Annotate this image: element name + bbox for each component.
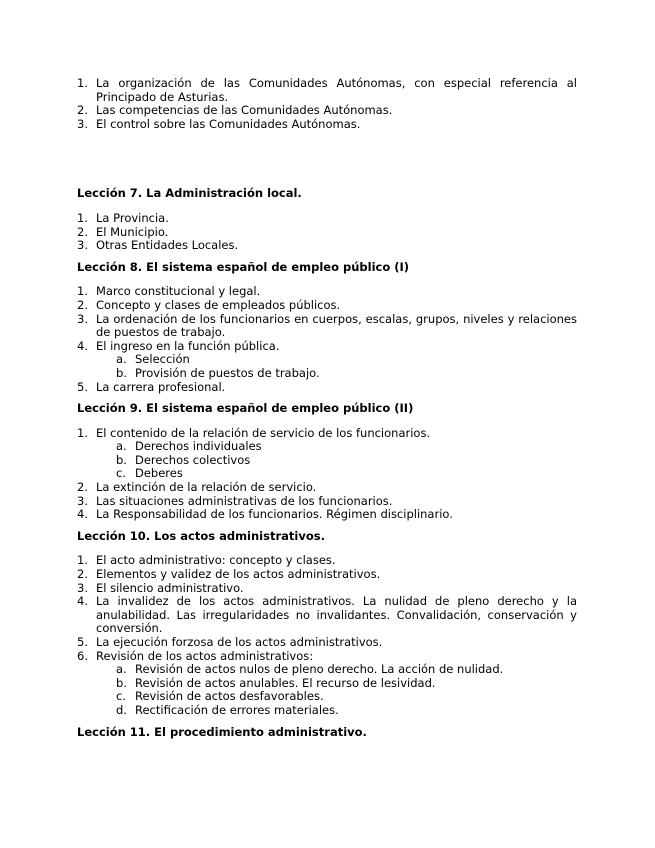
item-letter: c. [116, 689, 126, 704]
item-number: 1. [77, 76, 88, 90]
item-number: 1. [77, 425, 88, 440]
list-item [77, 650, 577, 664]
item-number: 2. [77, 297, 88, 312]
item-text: La organización de las Comunidades Autónomas, con especial referencia al Principado de Asturias. [96, 76, 577, 104]
sublist-item [77, 704, 577, 718]
list-item [77, 381, 577, 395]
item-number: 4. [77, 594, 88, 609]
list-item [77, 77, 577, 104]
item-text: Revisión de actos desfavorables. [135, 689, 324, 704]
list-item [77, 582, 577, 596]
list-item [77, 239, 577, 253]
sublist-item [77, 440, 577, 454]
item-number: 2. [77, 103, 88, 118]
item-text: Provisión de puestos de trabajo. [135, 365, 320, 380]
list-item [77, 226, 577, 240]
lesson-8-list [77, 285, 577, 353]
list-item [77, 636, 577, 650]
lesson-11-heading: Lección 11. El procedimiento administrativo. [77, 724, 367, 739]
item-letter: b. [116, 675, 127, 690]
list-item [77, 568, 577, 582]
item-number: 5. [77, 635, 88, 649]
item-letter: a. [116, 352, 127, 367]
item-number: 1. [77, 284, 88, 299]
item-number: 3. [77, 238, 88, 253]
sublist-item [77, 677, 577, 691]
item-text: Las competencias de las Comunidades Autónomas. [96, 103, 393, 118]
sublist-item [77, 367, 577, 381]
list-item [77, 427, 577, 441]
item-text: Revisión de los actos administrativos: [96, 648, 314, 663]
intro-list [77, 77, 577, 131]
list-item [77, 508, 577, 522]
list-item [77, 313, 577, 340]
sublist-item [77, 454, 577, 468]
item-text: El Municipio. [96, 224, 169, 239]
item-number: 1. [77, 553, 88, 568]
list-item [77, 118, 577, 132]
lesson-8-sublist [77, 353, 577, 380]
list-item [77, 340, 577, 354]
item-text: La ordenación de los funcionarios en cuerpos, escalas, grupos, niveles y relaciones de puestos de trabajo. [96, 311, 577, 340]
item-text: El silencio administrativo. [96, 580, 244, 595]
item-text: La ejecución forzosa de los actos administrativos. [96, 635, 383, 649]
sublist-item [77, 467, 577, 481]
list-item [77, 212, 577, 226]
lesson-7-heading: Lección 7. La Administración local. [77, 186, 302, 201]
item-number: 5. [77, 379, 88, 394]
lesson-7-list [77, 212, 577, 253]
item-text: Rectificación de errores materiales. [135, 702, 339, 717]
item-text: El control sobre las Comunidades Autónomas. [96, 116, 361, 131]
list-item [77, 595, 577, 636]
item-text: Derechos colectivos [135, 452, 251, 467]
item-number: 3. [77, 311, 88, 326]
item-letter: a. [116, 439, 127, 454]
item-number: 3. [77, 493, 88, 508]
list-item [77, 104, 577, 118]
lesson-9-list-continued [77, 481, 577, 522]
item-text: Deberes [135, 466, 183, 481]
item-text: La extinción de la relación de servicio. [96, 480, 317, 495]
lesson-10-sublist [77, 663, 577, 717]
item-number: 2. [77, 224, 88, 239]
list-item [77, 495, 577, 509]
item-text: Marco constitucional y legal. [96, 284, 261, 299]
item-text: El ingreso en la función pública. [96, 338, 280, 353]
document-page [77, 77, 577, 739]
lesson-8-list-continued [77, 381, 577, 395]
item-text: La Provincia. [96, 210, 169, 225]
item-letter: b. [116, 365, 127, 380]
item-number: 4. [77, 338, 88, 353]
lesson-10-heading: Lección 10. Los actos administrativos. [77, 528, 325, 543]
item-number: 4. [77, 507, 88, 522]
lesson-9-sublist [77, 440, 577, 481]
sublist-item [77, 663, 577, 677]
item-number: 3. [77, 116, 88, 131]
sublist-item [77, 690, 577, 704]
item-letter: c. [116, 466, 126, 481]
item-letter: a. [116, 662, 127, 677]
item-number: 3. [77, 580, 88, 595]
item-text: Concepto y clases de empleados públicos. [96, 297, 341, 312]
sublist-item [77, 353, 577, 367]
item-text: La carrera profesional. [96, 379, 226, 394]
item-letter: d. [116, 702, 127, 717]
item-number: 2. [77, 480, 88, 495]
lesson-8-heading: Lección 8. El sistema español de empleo público (I) [77, 259, 410, 274]
item-number: 6. [77, 648, 88, 663]
lesson-9-heading: Lección 9. El sistema español de empleo público (II) [77, 401, 414, 416]
list-item [77, 554, 577, 568]
item-text: El contenido de la relación de servicio de los funcionarios. [96, 425, 431, 440]
item-text: Derechos individuales [135, 439, 262, 454]
lesson-10-list [77, 554, 577, 663]
item-letter: b. [116, 452, 127, 467]
item-text: Las situaciones administrativas de los funcionarios. [96, 493, 393, 508]
item-text: Revisión de actos anulables. El recurso de lesividad. [135, 675, 436, 690]
item-text: Revisión de actos nulos de pleno derecho. La acción de nulidad. [135, 662, 504, 677]
item-text: Elementos y validez de los actos administrativos. [96, 567, 381, 582]
lesson-9-list [77, 427, 577, 441]
list-item [77, 481, 577, 495]
item-number: 1. [77, 210, 88, 225]
list-item [77, 285, 577, 299]
item-text: Selección [135, 352, 190, 367]
item-text: El acto administrativo: concepto y clases. [96, 553, 336, 568]
item-number: 2. [77, 567, 88, 582]
list-item [77, 299, 577, 313]
item-text: Otras Entidades Locales. [96, 238, 239, 253]
item-text: La invalidez de los actos administrativos. La nulidad de pleno derecho y la anulabilidad. Las irregularidades no invalidantes. Convalidación, conservación y conversión. [96, 594, 577, 636]
item-text: La Responsabilidad de los funcionarios. Régimen disciplinario. [96, 507, 453, 522]
